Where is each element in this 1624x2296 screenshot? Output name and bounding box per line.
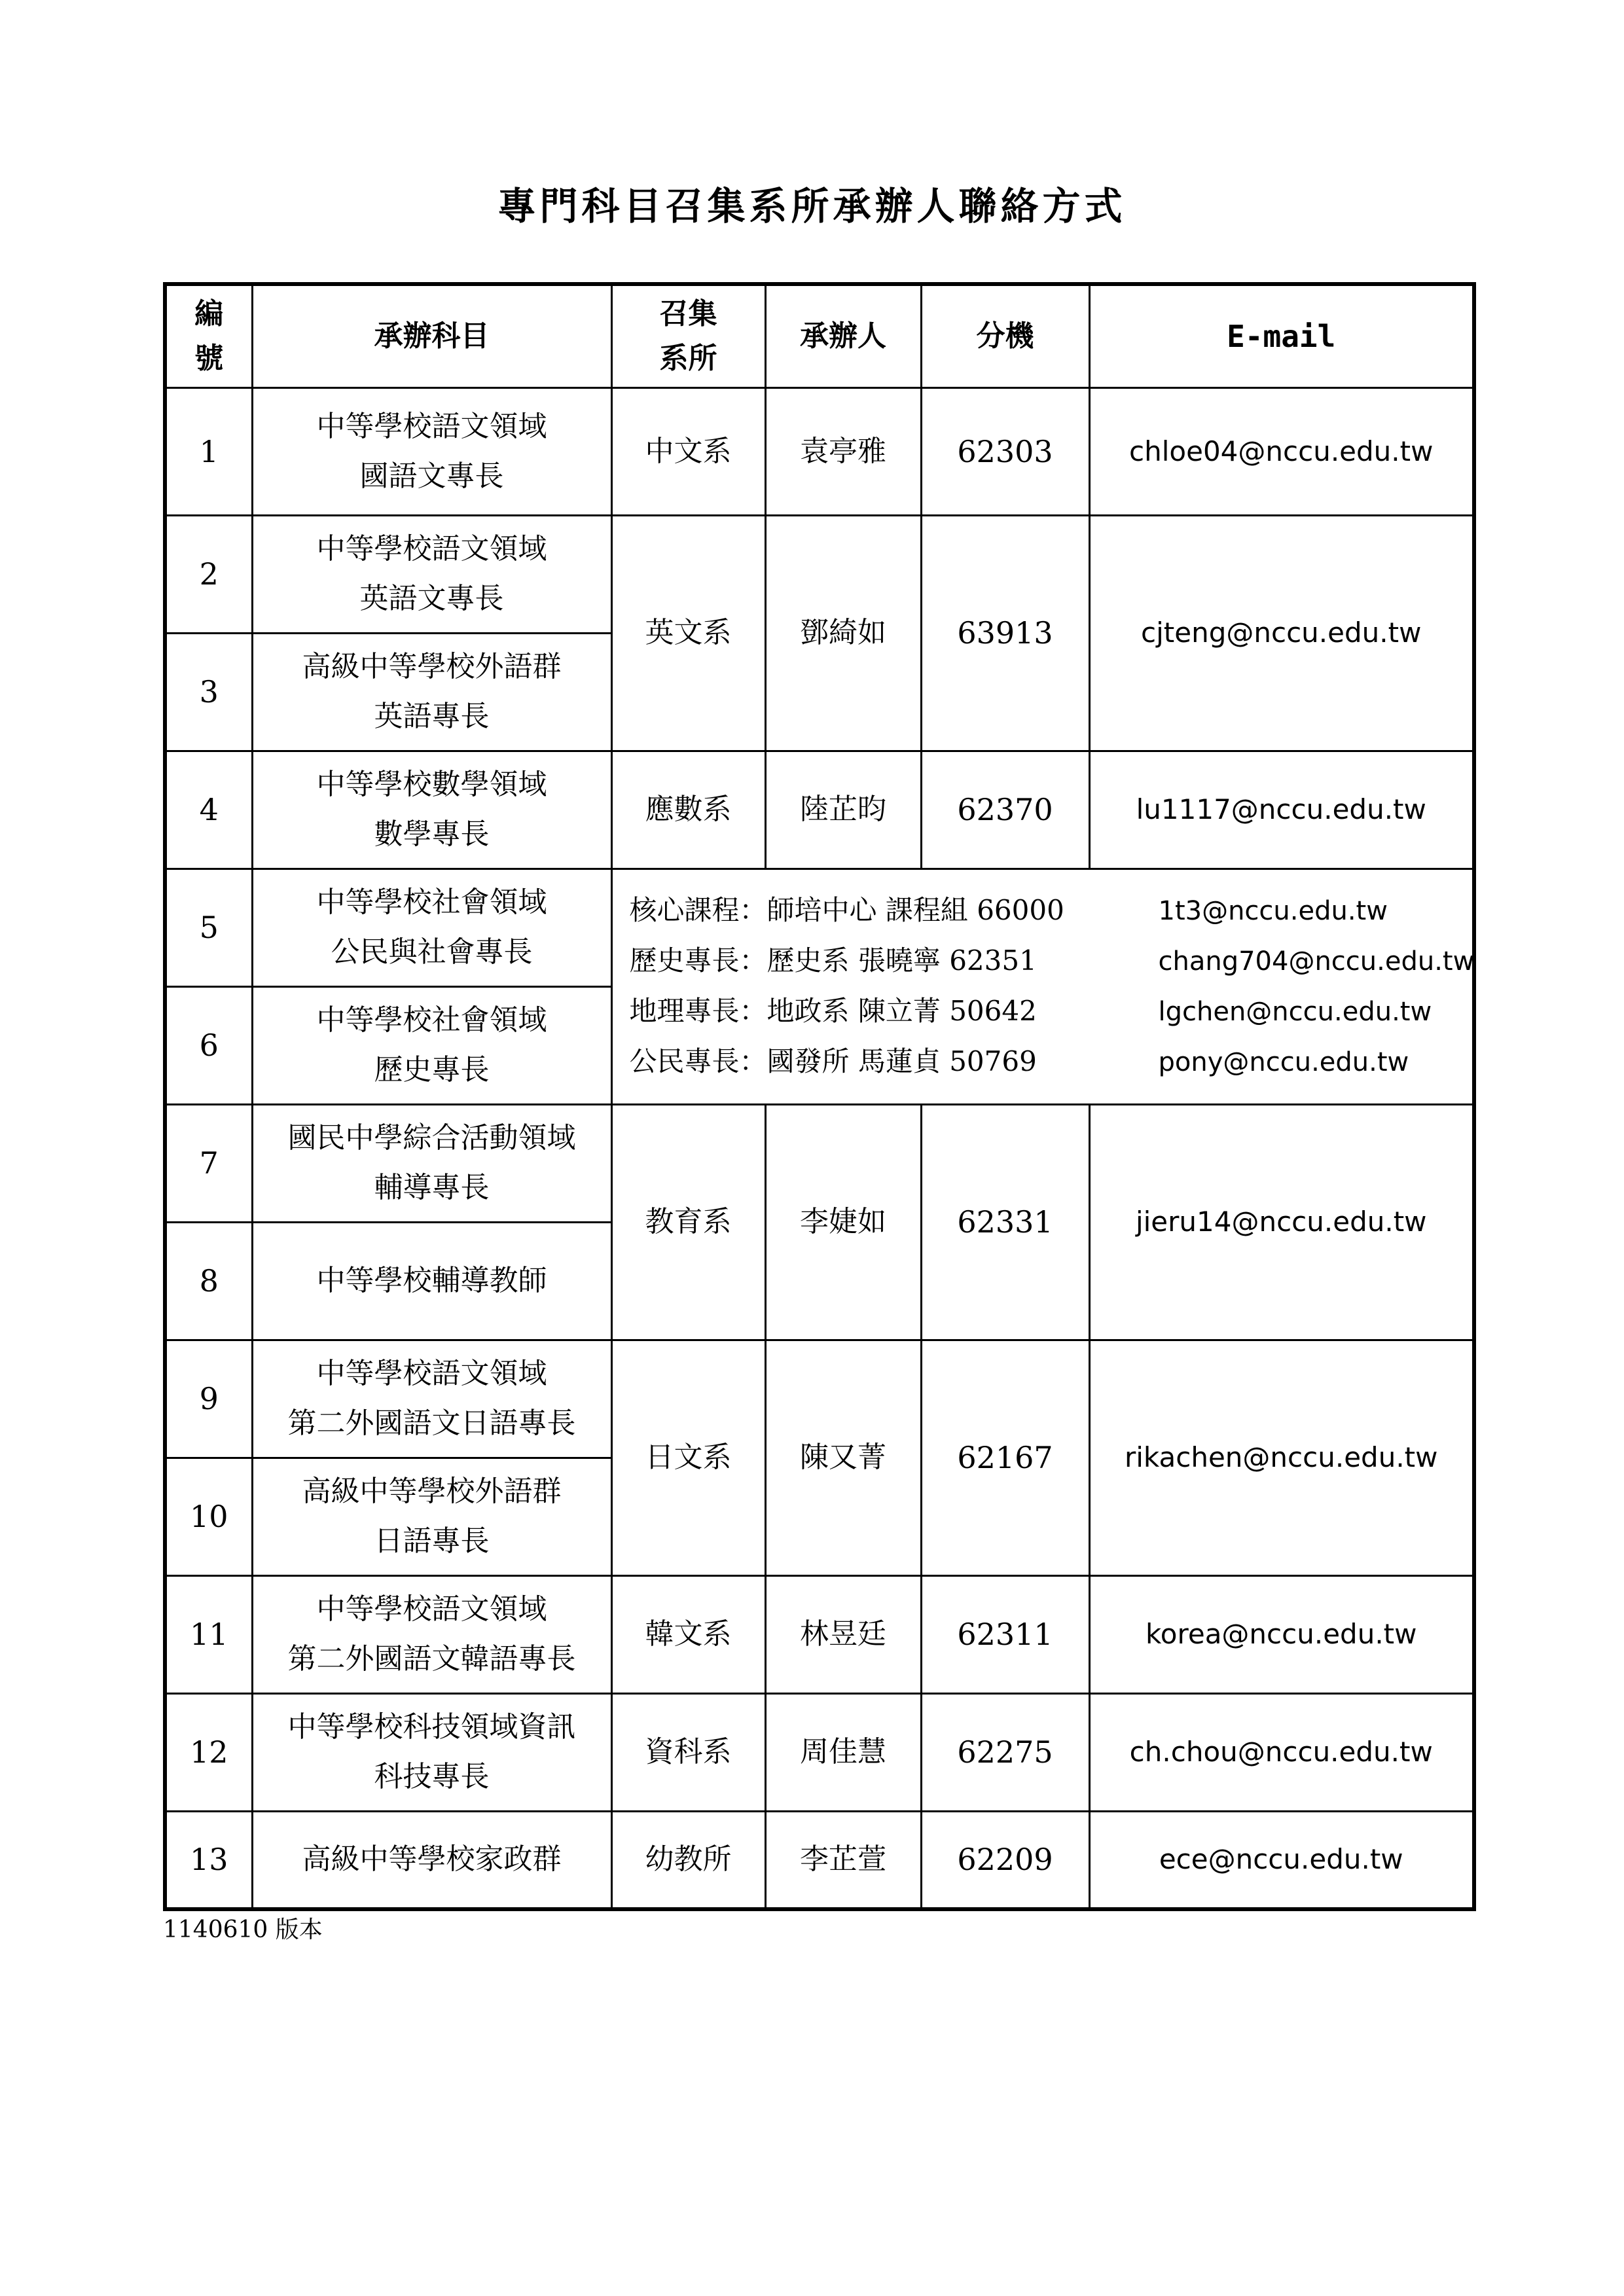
table-row	[165, 387, 1474, 515]
row-subject: 高級中等學校家政群	[252, 1811, 611, 1909]
row-department: 韓文系	[611, 1575, 765, 1693]
row-number: 2	[165, 515, 252, 633]
row-subject: 中等學校語文領域 國語文專長	[252, 387, 611, 515]
row-email[interactable]: korea@nccu.edu.tw	[1089, 1575, 1474, 1693]
table-row	[165, 869, 1474, 986]
page-title: 專門科目召集系所承辦人聯絡方式	[497, 184, 1127, 228]
row-department: 英文系	[611, 515, 765, 751]
contact-table	[163, 282, 1476, 1911]
header-email: E-mail	[1089, 284, 1474, 387]
row-number: 1	[165, 387, 252, 515]
header-subject: 承辦科目	[252, 284, 611, 387]
row-contact-person: 陳又菁	[765, 1340, 921, 1575]
table-row	[165, 1104, 1474, 1222]
row-extension: 62275	[921, 1693, 1089, 1811]
row-subject: 中等學校社會領域 公民與社會專長	[252, 869, 611, 986]
core-course-contact: 核心課程：師培中心 課程組 66000 1t3@nccu.edu.tw	[629, 894, 1388, 926]
row-department: 教育系	[611, 1104, 765, 1340]
row-number: 9	[165, 1340, 252, 1458]
row-contact-person: 林昱廷	[765, 1575, 921, 1693]
row-email[interactable]: ch.chou@nccu.edu.tw	[1089, 1693, 1474, 1811]
table-row	[165, 515, 1474, 633]
row-contact-person: 李婕如	[765, 1104, 921, 1340]
row-number: 10	[165, 1458, 252, 1575]
table-row	[165, 1575, 1474, 1693]
row-email[interactable]: rikachen@nccu.edu.tw	[1089, 1340, 1474, 1575]
header-number: 編 號	[165, 284, 252, 387]
row-contact-person: 周佳慧	[765, 1693, 921, 1811]
row-subject: 中等學校語文領域 英語文專長	[252, 515, 611, 633]
row-number: 13	[165, 1811, 252, 1909]
row-extension: 63913	[921, 515, 1089, 751]
header-row	[165, 284, 1474, 387]
row-subject: 高級中等學校外語群 日語專長	[252, 1458, 611, 1575]
row-extension: 62370	[921, 751, 1089, 869]
table-row	[165, 1340, 1474, 1458]
row-email[interactable]: chloe04@nccu.edu.tw	[1089, 387, 1474, 515]
row-number: 12	[165, 1693, 252, 1811]
row-extension: 62303	[921, 387, 1089, 515]
header-contact-person: 承辦人	[765, 284, 921, 387]
row-number: 4	[165, 751, 252, 869]
row-contact-person: 陸芷昀	[765, 751, 921, 869]
row-extension: 62167	[921, 1340, 1089, 1575]
row-email[interactable]: cjteng@nccu.edu.tw	[1089, 515, 1474, 751]
row-department: 中文系	[611, 387, 765, 515]
civics-contact: 公民專長：國發所 馬蓮貞 50769 pony@nccu.edu.tw	[629, 1045, 1409, 1077]
row-number: 5	[165, 869, 252, 986]
row-department: 日文系	[611, 1340, 765, 1575]
row-subject: 高級中等學校外語群 英語專長	[252, 633, 611, 751]
row-contact-person: 李芷萱	[765, 1811, 921, 1909]
row-department: 資科系	[611, 1693, 765, 1811]
row-subject: 中等學校輔導教師	[252, 1222, 611, 1340]
table-row	[165, 1811, 1474, 1909]
row-subject: 國民中學綜合活動領域 輔導專長	[252, 1104, 611, 1222]
row-subject: 中等學校社會領域 歷史專長	[252, 986, 611, 1104]
social-studies-contacts	[611, 869, 1474, 1104]
row-number: 3	[165, 633, 252, 751]
header-department: 召集 系所	[611, 284, 765, 387]
row-number: 8	[165, 1222, 252, 1340]
row-extension: 62209	[921, 1811, 1089, 1909]
header-extension: 分機	[921, 284, 1089, 387]
row-extension: 62331	[921, 1104, 1089, 1340]
row-department: 應數系	[611, 751, 765, 869]
row-number: 11	[165, 1575, 252, 1693]
row-subject: 中等學校數學領域 數學專長	[252, 751, 611, 869]
row-contact-person: 鄧綺如	[765, 515, 921, 751]
row-extension: 62311	[921, 1575, 1089, 1693]
row-contact-person: 袁亭雅	[765, 387, 921, 515]
geography-contact: 地理專長：地政系 陳立菁 50642 lgchen@nccu.edu.tw	[629, 995, 1432, 1027]
row-number: 6	[165, 986, 252, 1104]
row-email[interactable]: jieru14@nccu.edu.tw	[1089, 1104, 1474, 1340]
row-email[interactable]: lu1117@nccu.edu.tw	[1089, 751, 1474, 869]
row-subject: 中等學校語文領域 第二外國語文韓語專長	[252, 1575, 611, 1693]
row-email[interactable]: ece@nccu.edu.tw	[1089, 1811, 1474, 1909]
row-department: 幼教所	[611, 1811, 765, 1909]
table-row	[165, 1693, 1474, 1811]
row-subject: 中等學校科技領域資訊 科技專長	[252, 1693, 611, 1811]
version-note: 1140610 版本	[163, 1916, 323, 1943]
row-subject: 中等學校語文領域 第二外國語文日語專長	[252, 1340, 611, 1458]
row-number: 7	[165, 1104, 252, 1222]
table-row	[165, 751, 1474, 869]
history-contact: 歷史專長：歷史系 張曉寧 62351 chang704@nccu.edu.tw	[629, 944, 1475, 977]
